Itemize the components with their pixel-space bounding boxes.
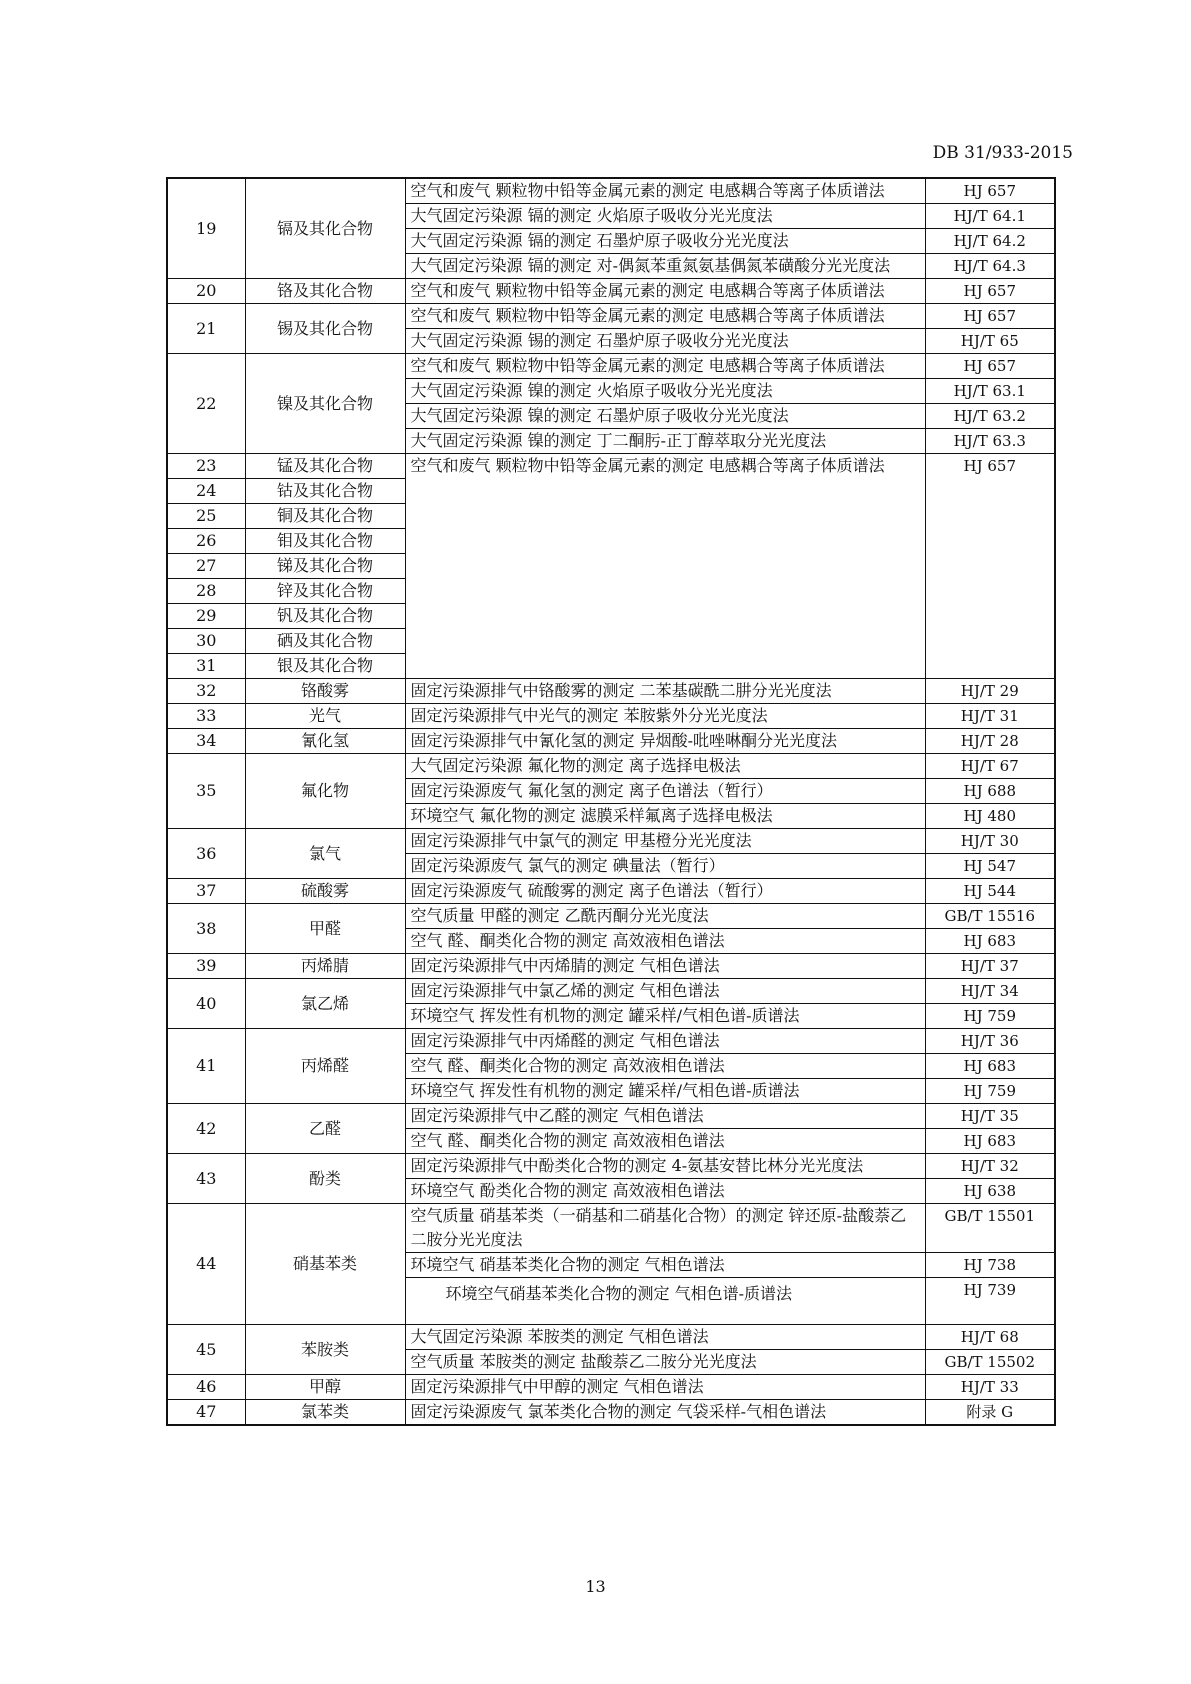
row-number: 23 [167, 454, 245, 479]
method-name: 大气固定污染源 镍的测定 火焰原子吸收分光光度法 [405, 379, 925, 404]
standard-code: HJ 638 [925, 1179, 1055, 1204]
standard-code: HJ/T 64.1 [925, 204, 1055, 229]
method-name: 环境空气 挥发性有机物的测定 罐采样/气相色谱-质谱法 [405, 1004, 925, 1029]
method-name: 固定污染源废气 氯气的测定 碘量法（暂行） [405, 854, 925, 879]
row-number: 27 [167, 554, 245, 579]
method-name: 固定污染源排气中乙醛的测定 气相色谱法 [405, 1104, 925, 1129]
method-name: 环境空气 硝基苯类化合物的测定 气相色谱法 [405, 1253, 925, 1278]
table-row [167, 279, 1055, 304]
standard-code: HJ/T 31 [925, 704, 1055, 729]
substance-name: 氰化氢 [245, 729, 405, 754]
document-code: DB 31/933-2015 [932, 143, 1073, 163]
substance-name: 镍及其化合物 [245, 354, 405, 454]
standard-code: HJ 657 [925, 178, 1055, 204]
standard-code: HJ/T 36 [925, 1029, 1055, 1054]
row-number: 45 [167, 1325, 245, 1375]
substance-name: 酚类 [245, 1154, 405, 1204]
standard-code: HJ 657 [925, 454, 1055, 679]
method-name: 固定污染源排气中氯气的测定 甲基橙分光光度法 [405, 829, 925, 854]
standard-code: HJ/T 64.3 [925, 254, 1055, 279]
row-number: 40 [167, 979, 245, 1029]
row-number: 26 [167, 529, 245, 554]
substance-name: 铬酸雾 [245, 679, 405, 704]
standard-code: HJ 547 [925, 854, 1055, 879]
standard-code: HJ 683 [925, 929, 1055, 954]
method-name: 固定污染源排气中丙烯腈的测定 气相色谱法 [405, 954, 925, 979]
substance-name: 铜及其化合物 [245, 504, 405, 529]
standard-code: 附录 G [925, 1400, 1055, 1426]
table-row [167, 1029, 1055, 1054]
table-row [167, 454, 1055, 479]
method-name: 空气质量 苯胺类的测定 盐酸萘乙二胺分光光度法 [405, 1350, 925, 1375]
row-number: 30 [167, 629, 245, 654]
table-row [167, 879, 1055, 904]
table-row [167, 704, 1055, 729]
method-name: 环境空气 酚类化合物的测定 高效液相色谱法 [405, 1179, 925, 1204]
row-number: 46 [167, 1375, 245, 1400]
row-number: 36 [167, 829, 245, 879]
standard-code: HJ/T 67 [925, 754, 1055, 779]
row-number: 32 [167, 679, 245, 704]
method-name: 环境空气 挥发性有机物的测定 罐采样/气相色谱-质谱法 [405, 1079, 925, 1104]
row-number: 44 [167, 1204, 245, 1325]
row-number: 39 [167, 954, 245, 979]
standard-code: HJ 688 [925, 779, 1055, 804]
table-row [167, 1204, 1055, 1253]
standard-code: HJ/T 35 [925, 1104, 1055, 1129]
method-name: 大气固定污染源 镉的测定 火焰原子吸收分光光度法 [405, 204, 925, 229]
substance-name: 铬及其化合物 [245, 279, 405, 304]
substance-name: 氯气 [245, 829, 405, 879]
substance-name: 甲醇 [245, 1375, 405, 1400]
substance-name: 丙烯腈 [245, 954, 405, 979]
page-number: 13 [585, 1577, 606, 1596]
method-name: 大气固定污染源 氟化物的测定 离子选择电极法 [405, 754, 925, 779]
method-name: 空气 醛、酮类化合物的测定 高效液相色谱法 [405, 1129, 925, 1154]
method-name: 空气质量 硝基苯类（一硝基和二硝基化合物）的测定 锌还原-盐酸萘乙二胺分光光度法 [405, 1204, 925, 1253]
row-number: 29 [167, 604, 245, 629]
substance-name: 乙醛 [245, 1104, 405, 1154]
method-name: 空气和废气 颗粒物中铅等金属元素的测定 电感耦合等离子体质谱法 [405, 178, 925, 204]
standard-code: HJ/T 34 [925, 979, 1055, 1004]
standard-code: GB/T 15516 [925, 904, 1055, 929]
table-row [167, 1325, 1055, 1350]
substance-name: 镉及其化合物 [245, 178, 405, 279]
substance-name: 锰及其化合物 [245, 454, 405, 479]
standard-code: HJ 759 [925, 1004, 1055, 1029]
standard-code: HJ 683 [925, 1129, 1055, 1154]
method-name: 固定污染源废气 硫酸雾的测定 离子色谱法（暂行） [405, 879, 925, 904]
method-table [166, 177, 1056, 1426]
substance-name: 丙烯醛 [245, 1029, 405, 1104]
table-row [167, 829, 1055, 854]
standard-code: HJ 759 [925, 1079, 1055, 1104]
standard-code: HJ/T 63.1 [925, 379, 1055, 404]
method-name: 空气和废气 颗粒物中铅等金属元素的测定 电感耦合等离子体质谱法 [405, 454, 925, 679]
standard-code: HJ/T 37 [925, 954, 1055, 979]
table-row [167, 1154, 1055, 1179]
method-name: 大气固定污染源 苯胺类的测定 气相色谱法 [405, 1325, 925, 1350]
method-name: 固定污染源废气 氯苯类化合物的测定 气袋采样-气相色谱法 [405, 1400, 925, 1426]
substance-name: 锌及其化合物 [245, 579, 405, 604]
row-number: 20 [167, 279, 245, 304]
table-row [167, 979, 1055, 1004]
substance-name: 苯胺类 [245, 1325, 405, 1375]
row-number: 38 [167, 904, 245, 954]
method-name: 空气和废气 颗粒物中铅等金属元素的测定 电感耦合等离子体质谱法 [405, 354, 925, 379]
table-row [167, 679, 1055, 704]
table-row [167, 304, 1055, 329]
standard-code: HJ/T 33 [925, 1375, 1055, 1400]
row-number: 28 [167, 579, 245, 604]
table-row [167, 1400, 1055, 1426]
method-name: 环境空气硝基苯类化合物的测定 气相色谱-质谱法 [405, 1278, 925, 1325]
method-name: 固定污染源排气中酚类化合物的测定 4-氨基安替比林分光光度法 [405, 1154, 925, 1179]
standard-code: HJ/T 65 [925, 329, 1055, 354]
method-name: 固定污染源排气中丙烯醛的测定 气相色谱法 [405, 1029, 925, 1054]
row-number: 35 [167, 754, 245, 829]
row-number: 37 [167, 879, 245, 904]
substance-name: 锡及其化合物 [245, 304, 405, 354]
row-number: 22 [167, 354, 245, 454]
standard-code: HJ 544 [925, 879, 1055, 904]
table-row [167, 1104, 1055, 1129]
substance-name: 甲醛 [245, 904, 405, 954]
table-row [167, 354, 1055, 379]
substance-name: 硫酸雾 [245, 879, 405, 904]
method-name: 空气和废气 颗粒物中铅等金属元素的测定 电感耦合等离子体质谱法 [405, 279, 925, 304]
method-name: 固定污染源排气中光气的测定 苯胺紫外分光光度法 [405, 704, 925, 729]
row-number: 31 [167, 654, 245, 679]
substance-name: 银及其化合物 [245, 654, 405, 679]
standard-code: HJ 657 [925, 279, 1055, 304]
method-name: 空气和废气 颗粒物中铅等金属元素的测定 电感耦合等离子体质谱法 [405, 304, 925, 329]
method-name: 大气固定污染源 镉的测定 对-偶氮苯重氮氨基偶氮苯磺酸分光光度法 [405, 254, 925, 279]
method-name: 环境空气 氟化物的测定 滤膜采样氟离子选择电极法 [405, 804, 925, 829]
method-name: 大气固定污染源 锡的测定 石墨炉原子吸收分光光度法 [405, 329, 925, 354]
standard-code: HJ 480 [925, 804, 1055, 829]
substance-name: 硝基苯类 [245, 1204, 405, 1325]
standard-code: HJ/T 63.3 [925, 429, 1055, 454]
method-name: 固定污染源排气中甲醇的测定 气相色谱法 [405, 1375, 925, 1400]
standard-code: HJ 683 [925, 1054, 1055, 1079]
standard-code: GB/T 15501 [925, 1204, 1055, 1253]
table-row [167, 954, 1055, 979]
standard-code: HJ/T 30 [925, 829, 1055, 854]
method-name: 空气 醛、酮类化合物的测定 高效液相色谱法 [405, 929, 925, 954]
row-number: 25 [167, 504, 245, 529]
table-row [167, 1375, 1055, 1400]
substance-name: 氯乙烯 [245, 979, 405, 1029]
row-number: 43 [167, 1154, 245, 1204]
standard-code: HJ/T 68 [925, 1325, 1055, 1350]
standard-code: HJ 739 [925, 1278, 1055, 1325]
standard-code: HJ/T 32 [925, 1154, 1055, 1179]
method-name: 空气 醛、酮类化合物的测定 高效液相色谱法 [405, 1054, 925, 1079]
standard-code: HJ 657 [925, 354, 1055, 379]
substance-name: 氯苯类 [245, 1400, 405, 1426]
substance-name: 钒及其化合物 [245, 604, 405, 629]
row-number: 42 [167, 1104, 245, 1154]
standard-code: HJ/T 63.2 [925, 404, 1055, 429]
method-name: 大气固定污染源 镉的测定 石墨炉原子吸收分光光度法 [405, 229, 925, 254]
method-name: 空气质量 甲醛的测定 乙酰丙酮分光光度法 [405, 904, 925, 929]
row-number: 24 [167, 479, 245, 504]
method-name: 固定污染源排气中氰化氢的测定 异烟酸-吡唑啉酮分光光度法 [405, 729, 925, 754]
substance-name: 钼及其化合物 [245, 529, 405, 554]
row-number: 41 [167, 1029, 245, 1104]
row-number: 34 [167, 729, 245, 754]
row-number: 47 [167, 1400, 245, 1426]
standard-code: HJ 738 [925, 1253, 1055, 1278]
substance-name: 锑及其化合物 [245, 554, 405, 579]
standard-code: HJ 657 [925, 304, 1055, 329]
standard-code: HJ/T 64.2 [925, 229, 1055, 254]
method-name: 大气固定污染源 镍的测定 石墨炉原子吸收分光光度法 [405, 404, 925, 429]
table-row [167, 754, 1055, 779]
method-name: 固定污染源废气 氟化氢的测定 离子色谱法（暂行） [405, 779, 925, 804]
table-row [167, 904, 1055, 929]
method-name: 固定污染源排气中氯乙烯的测定 气相色谱法 [405, 979, 925, 1004]
table-row [167, 729, 1055, 754]
row-number: 33 [167, 704, 245, 729]
standard-code: HJ/T 29 [925, 679, 1055, 704]
method-name: 固定污染源排气中铬酸雾的测定 二苯基碳酰二肼分光光度法 [405, 679, 925, 704]
standard-code: HJ/T 28 [925, 729, 1055, 754]
method-name: 大气固定污染源 镍的测定 丁二酮肟-正丁醇萃取分光光度法 [405, 429, 925, 454]
table-row [167, 178, 1055, 204]
substance-name: 氟化物 [245, 754, 405, 829]
row-number: 19 [167, 178, 245, 279]
substance-name: 光气 [245, 704, 405, 729]
method-table-body [167, 178, 1055, 1425]
row-number: 21 [167, 304, 245, 354]
substance-name: 钴及其化合物 [245, 479, 405, 504]
substance-name: 硒及其化合物 [245, 629, 405, 654]
standard-code: GB/T 15502 [925, 1350, 1055, 1375]
